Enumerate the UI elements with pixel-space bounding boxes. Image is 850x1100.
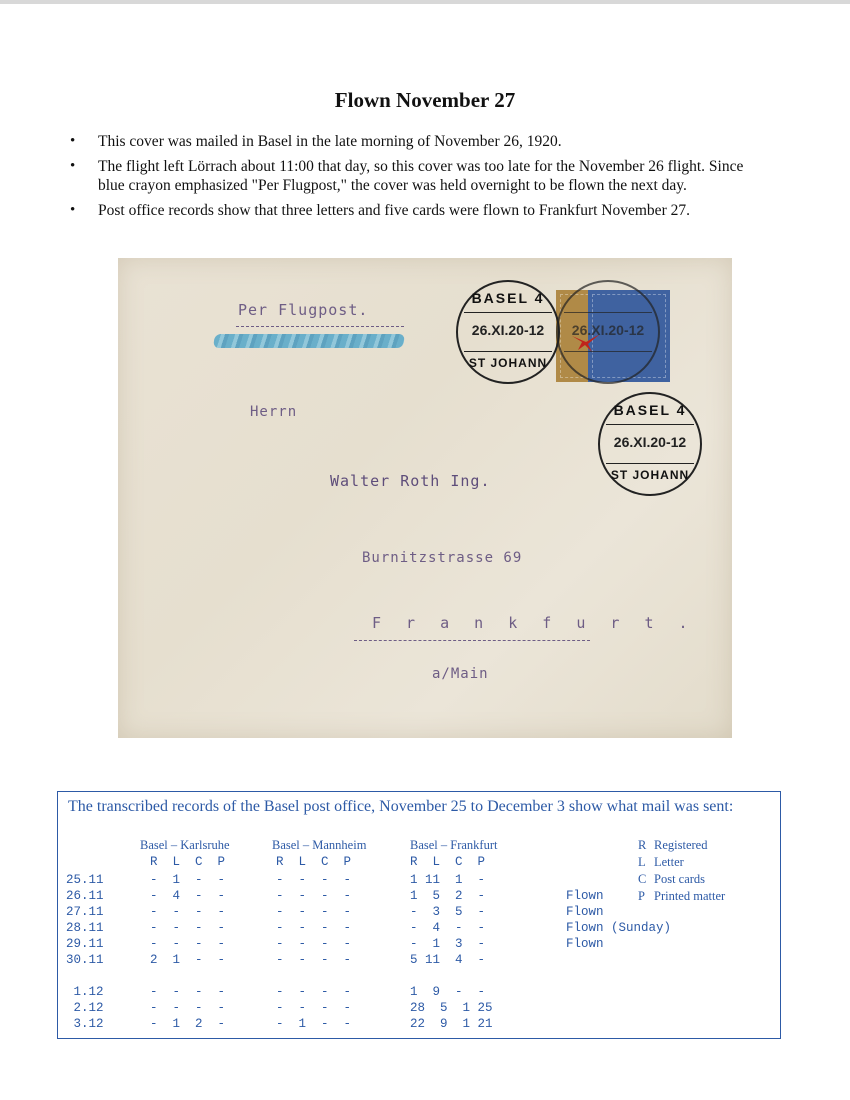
row-mannheim: - - - - — [276, 953, 352, 967]
page-title: Flown November 27 — [334, 88, 516, 112]
dashed-underline — [236, 326, 404, 327]
row-date: 30.11 — [66, 953, 104, 967]
addressee-street: Burnitzstrasse 69 — [362, 550, 523, 566]
row-date: 25.11 — [66, 873, 104, 887]
bullet-item: • Post office records show that three letters and five cards were flown to Frankfurt November 27. — [66, 201, 766, 220]
subhead-frankfurt: R L C P — [410, 855, 486, 869]
cover-envelope-image — [118, 258, 732, 738]
row-frankfurt: 1 11 1 - — [410, 873, 486, 887]
row-note: Flown — [566, 905, 604, 919]
postmark-top: BASEL 4 — [613, 402, 687, 418]
row-frankfurt: 22 9 1 21 — [410, 1017, 493, 1031]
row-frankfurt: - 4 - - — [410, 921, 486, 935]
row-mannheim: - - - - — [276, 1001, 352, 1015]
row-frankfurt: 1 9 - - — [410, 985, 486, 999]
postmark-date: 26.XI.20-12 — [471, 322, 545, 338]
row-mannheim: - - - - — [276, 873, 352, 887]
row-note: Flown (Sunday) — [566, 921, 672, 935]
row-karlsruhe: - 1 - - — [150, 873, 226, 887]
blue-crayon-mark — [213, 334, 405, 348]
legend-item: P Printed matter — [638, 889, 726, 903]
addressee-city-suffix: a/Main — [432, 666, 489, 682]
legend-item: C Post cards — [638, 872, 706, 886]
row-karlsruhe: - 4 - - — [150, 889, 226, 903]
bullet-item: • The flight left Lörrach about 11:00 that day, so this cover was too late for the November 26 flight. Since blue crayon emphasized "Per Flugpost," the cover was held overnight to be flown the next day. — [66, 157, 766, 195]
row-mannheim: - 1 - - — [276, 1017, 352, 1031]
bullet-item: • This cover was mailed in Basel in the late morning of November 26, 1920. — [66, 132, 766, 151]
legend-item: L Letter — [638, 855, 684, 869]
row-date: 1.12 — [66, 985, 104, 999]
per-flugpost-text: Per Flugpost. — [238, 301, 369, 319]
postmark-bottom: ST JOHANN — [610, 468, 690, 482]
city-underline — [354, 640, 590, 641]
row-date: 27.11 — [66, 905, 104, 919]
row-date: 2.12 — [66, 1001, 104, 1015]
postmark-cancel — [456, 280, 560, 384]
row-karlsruhe: - - - - — [150, 921, 226, 935]
row-karlsruhe: 2 1 - - — [150, 953, 226, 967]
row-karlsruhe: - - - - — [150, 937, 226, 951]
row-mannheim: - - - - — [276, 985, 352, 999]
records-title: The transcribed records of the Basel post office, November 25 to December 3 show what mail was sent: — [68, 798, 734, 815]
row-date: 26.11 — [66, 889, 104, 903]
row-karlsruhe: - - - - — [150, 1001, 226, 1015]
row-frankfurt: - 1 3 - — [410, 937, 486, 951]
top-rule — [0, 0, 850, 4]
row-frankfurt: 28 5 1 25 — [410, 1001, 493, 1015]
row-note: Flown — [566, 937, 604, 951]
subhead-mannheim: R L C P — [276, 855, 352, 869]
row-karlsruhe: - - - - — [150, 985, 226, 999]
row-mannheim: - - - - — [276, 889, 352, 903]
row-karlsruhe: - 1 2 - — [150, 1017, 226, 1031]
row-mannheim: - - - - — [276, 905, 352, 919]
postmark-top: BASEL 4 — [471, 290, 545, 306]
subhead-karlsruhe: R L C P — [150, 855, 226, 869]
postmark-bottom: ST JOHANN — [468, 356, 548, 370]
addressee-salutation: Herrn — [250, 404, 298, 420]
row-date: 3.12 — [66, 1017, 104, 1031]
route-header-frankfurt: Basel – Frankfurt — [410, 838, 498, 852]
postmark-date: 26.XI.20-12 — [613, 434, 687, 450]
legend-item: R Registered — [638, 838, 708, 852]
postmark-date: 26.XI.20-12 — [571, 322, 645, 338]
route-header-mannheim: Basel – Mannheim — [272, 838, 367, 852]
route-header-karlsruhe: Basel – Karlsruhe — [140, 838, 230, 852]
row-frankfurt: 1 5 2 - — [410, 889, 486, 903]
bullet-list — [66, 132, 766, 226]
row-date: 28.11 — [66, 921, 104, 935]
row-mannheim: - - - - — [276, 937, 352, 951]
row-frankfurt: - 3 5 - — [410, 905, 486, 919]
row-date: 29.11 — [66, 937, 104, 951]
postmark-cancel — [598, 392, 702, 496]
row-karlsruhe: - - - - — [150, 905, 226, 919]
addressee-city: F r a n k f u r t . — [372, 614, 696, 632]
row-frankfurt: 5 11 4 - — [410, 953, 486, 967]
row-mannheim: - - - - — [276, 921, 352, 935]
legend — [638, 837, 725, 905]
row-note: Flown — [566, 889, 604, 903]
post-office-records-box — [57, 791, 781, 1039]
postmark-cancel — [556, 280, 660, 384]
addressee-name: Walter Roth Ing. — [330, 472, 491, 490]
